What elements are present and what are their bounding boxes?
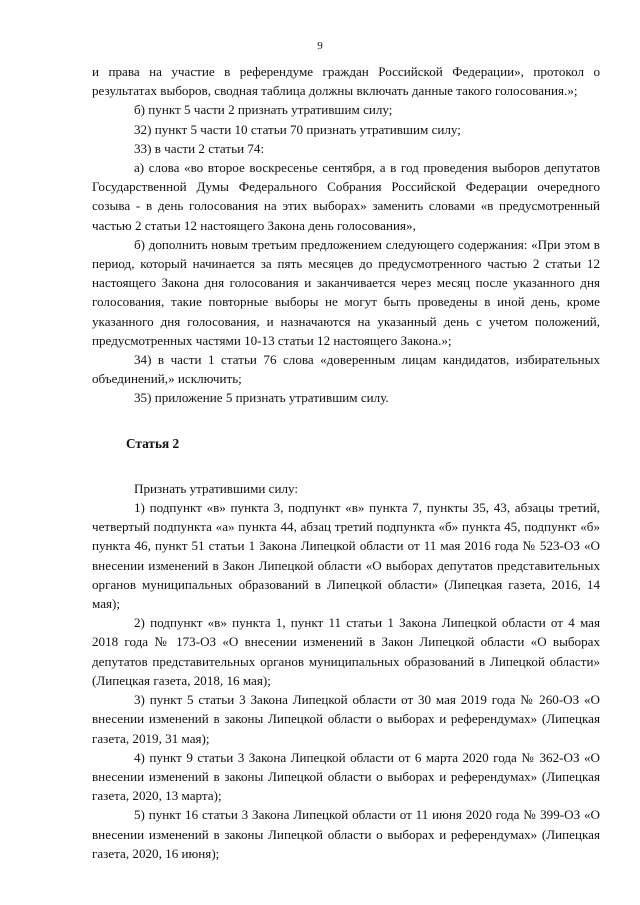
paragraph-item: 32) пункт 5 части 10 статьи 70 признать утратившим силу; xyxy=(134,121,461,137)
paragraph-item: 5) пункт 16 статьи 3 Закона Липецкой области от 11 июня 2020 года № 399-ОЗ «О внесении изменений в законы Липецкой области о выборах и референдумах» (Липецкая газета, 2020, 16 июня); xyxy=(92,807,600,861)
paragraph-continuation: и права на участие в референдуме граждан Российской Федерации», протокол о результатах выборов, сводная таблица должны включать данные такого голосования.»; xyxy=(92,64,600,99)
paragraph-item: 2) подпункт «в» пункта 1, пункт 11 статьи 1 Закона Липецкой области от 4 мая 2018 года № 173-ОЗ «О внесении изменений в Закон Липецкой области «О выборах депутатов представительных органов муниципальных образований в Липецкой области» (Липецкая газета, 2018, 16 мая); xyxy=(92,615,600,688)
paragraph-item: 33) в части 2 статьи 74: xyxy=(134,140,265,156)
paragraph-item: 4) пункт 9 статьи 3 Закона Липецкой области от 6 марта 2020 года № 362-ОЗ «О внесении изменений в законы Липецкой области о выборах и референдумах» (Липецкая газета, 2020, 13 марта); xyxy=(92,749,600,804)
page-number: 9 xyxy=(317,40,323,52)
paragraph-item: Признать утратившими силу: xyxy=(134,480,299,496)
paragraph-item: 34) в части 1 статьи 76 слова «доверенным лицам кандидатов, избирательных объединений,» исключить; xyxy=(92,352,600,387)
article-heading: Статья 2 xyxy=(126,435,180,451)
paragraph-item: 3) пункт 5 статьи 3 Закона Липецкой области от 30 мая 2019 года № 260-ОЗ «О внесении изменений в законы Липецкой области о выборах и референдумах» (Липецкая газета, 2019, 31 мая); xyxy=(92,692,600,746)
paragraph-item: 35) приложение 5 признать утратившим силу. xyxy=(134,390,389,406)
paragraph-item: б) дополнить новым третьим предложением следующего содержания: «При этом в период, который начинается за пять месяцев до предусмотренного частью 2 статьи 12 настоящего Закона дня голосования и заканчивается через месяц после указанного дня голосования, такие повторные выборы не могут быть проведены в иной день, кроме указанного дня голосования, и назначаются на указанный день с учетом положений, предусмотренных частями 10-13 статьи 12 настоящего Закона.»; xyxy=(92,236,600,348)
paragraph-item: б) пункт 5 части 2 признать утратившим силу; xyxy=(134,102,393,118)
document-body xyxy=(92,62,600,863)
paragraph-item: а) слова «во второе воскресенье сентября, а в год проведения выборов депутатов Государственной Думы Федерального Собрания Российской Федерации очередного созыва - в день голосования на этих выборах» заменить словами «в предусмотренный частью 2 статьи 12 настоящего Закона день голосования», xyxy=(92,160,600,233)
paragraph-item: 1) подпункт «в» пункта 3, подпункт «в» пункта 7, пункты 35, 43, абзацы третий, четвертый подпункта «а» пункта 44, абзац третий подпункта «б» пункта 45, подпункт «б» пункта 46, пункт 51 статьи 1 Закона Липецкой области от 11 мая 2016 года № 523-ОЗ «О внесении изменений в Закон Липецкой области «О выборах депутатов представительных органов муниципальных образований в Липецкой области» (Липецкая газета, 2016, 14 мая); xyxy=(92,500,600,612)
